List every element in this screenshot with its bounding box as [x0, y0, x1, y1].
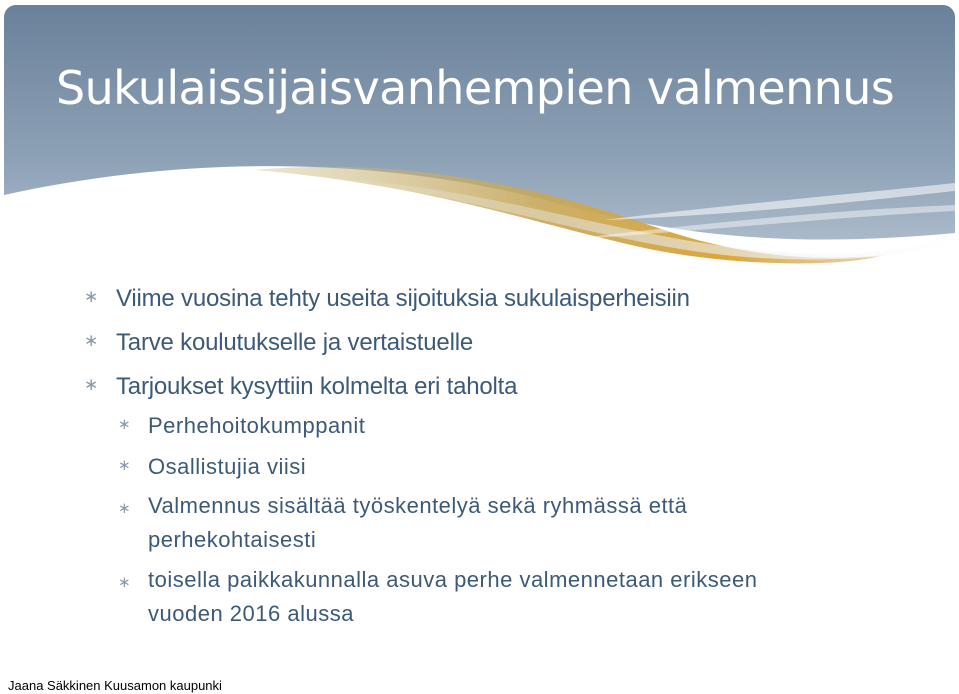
- asterisk-bullet-icon: ∗: [118, 573, 132, 591]
- bullet-item: [84, 285, 690, 313]
- asterisk-bullet-icon: ∗: [84, 287, 99, 307]
- sub-bullet-item: [118, 563, 758, 631]
- bullet-text-line: vuoden 2016 alussa: [148, 601, 354, 626]
- bullet-item: [84, 329, 473, 357]
- bullet-text: Viime vuosina tehty useita sijoituksia sukulaisperheisiin: [116, 285, 690, 312]
- bullet-text-line: Valmennus sisältää työskentelyä sekä ryhmässä että: [148, 493, 688, 518]
- bullet-item: [84, 373, 518, 401]
- sub-bullet-item: [118, 489, 688, 557]
- slide-footer: Jaana Säkkinen Kuusamon kaupunki: [8, 678, 222, 693]
- asterisk-bullet-icon: ∗: [118, 499, 132, 517]
- asterisk-bullet-icon: ∗: [84, 331, 99, 351]
- bullet-text: Osallistujia viisi: [148, 454, 307, 479]
- sub-bullet-item: [118, 454, 307, 480]
- bullet-text: Tarjoukset kysyttiin kolmelta eri taholta: [116, 373, 518, 400]
- asterisk-bullet-icon: ∗: [118, 456, 132, 474]
- sub-bullet-item: [118, 413, 366, 439]
- asterisk-bullet-icon: ∗: [84, 375, 99, 395]
- bullet-text: Perhehoitokumppanit: [148, 413, 366, 438]
- bullet-text-line: toisella paikkakunnalla asuva perhe valmennetaan erikseen: [148, 567, 758, 592]
- asterisk-bullet-icon: ∗: [118, 415, 132, 433]
- bullet-text: Tarve koulutukselle ja vertaistuelle: [116, 329, 473, 356]
- bullet-text-line: perhekohtaisesti: [148, 527, 317, 552]
- slide-title: Sukulaissijaisvanhempien valmennus: [56, 61, 895, 115]
